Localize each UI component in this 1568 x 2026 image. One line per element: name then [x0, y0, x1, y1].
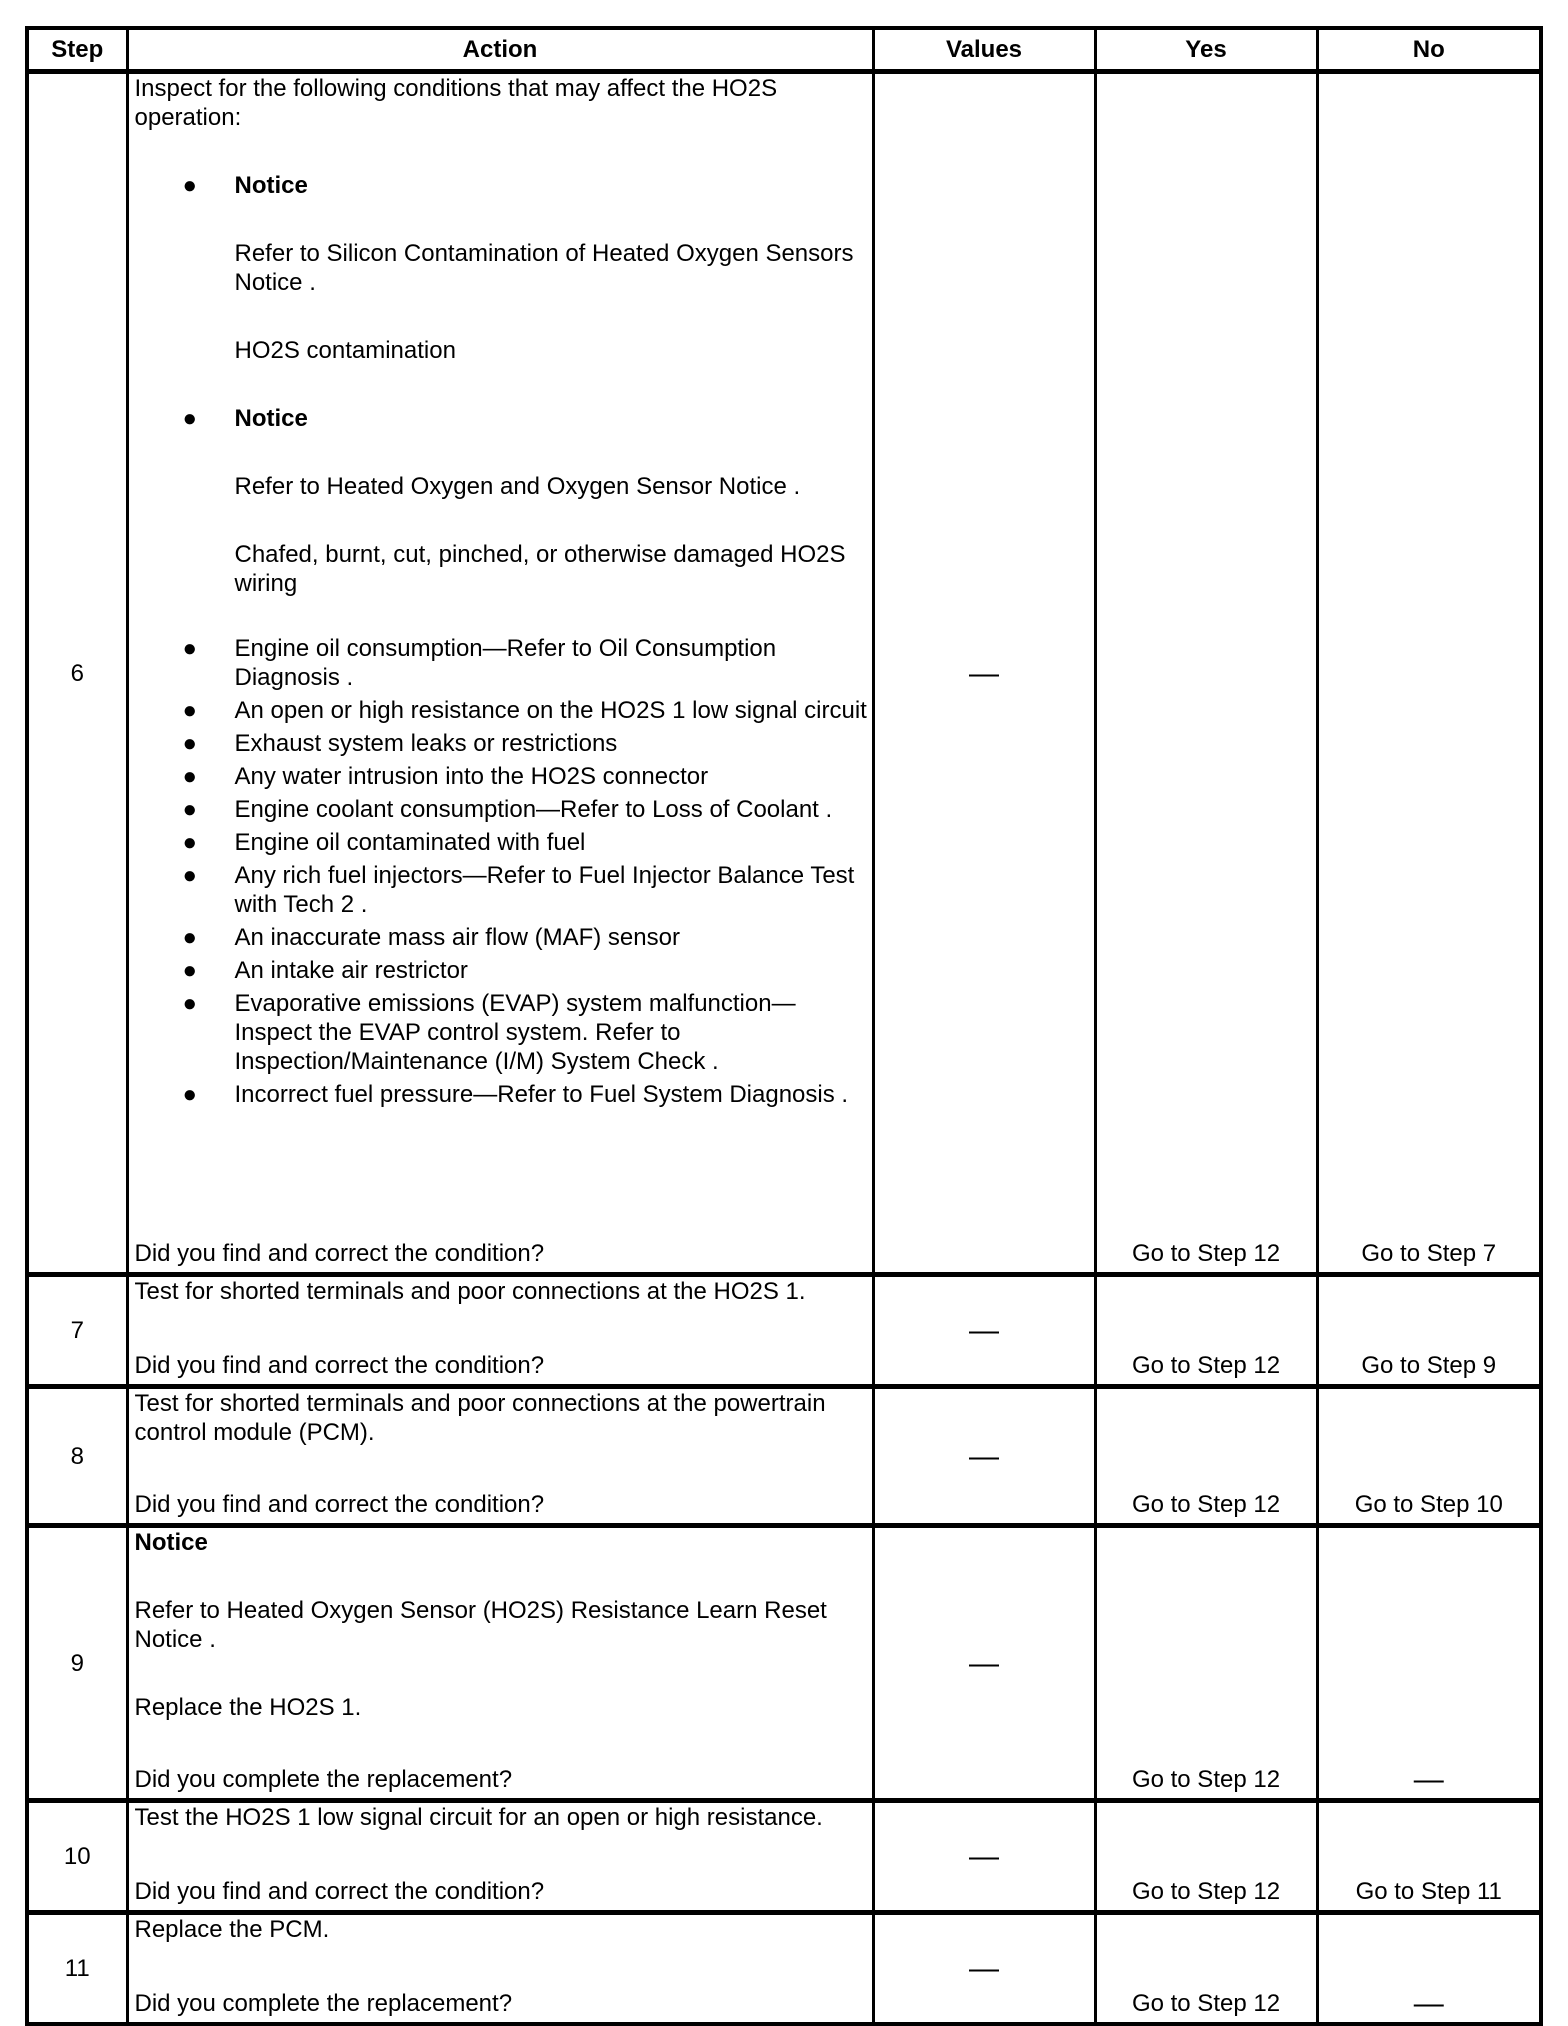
values-cell: —: [873, 1801, 1095, 1913]
table-row: [27, 1387, 1541, 1526]
bullet-icon: ●: [182, 1081, 197, 1108]
no-link[interactable]: Go to Step 10: [1317, 1387, 1541, 1526]
action-text: Test for shorted terminals and poor connections at the powertrain control module (PCM).: [134, 1390, 826, 1446]
condition-text: Engine oil consumption—Refer to Oil Consumption Diagnosis .: [234, 635, 777, 691]
header-no: No: [1317, 28, 1541, 72]
table-row: [27, 1913, 1541, 2025]
yes-link[interactable]: Go to Step 12: [1095, 1387, 1317, 1526]
condition-text: An intake air restrictor: [234, 957, 468, 984]
step-number: 8: [27, 1387, 127, 1526]
bullet-icon: ●: [182, 957, 197, 984]
header-action: Action: [127, 28, 873, 72]
no-link: —: [1317, 1526, 1541, 1801]
no-link[interactable]: Go to Step 7: [1317, 72, 1541, 1275]
list-item: [182, 828, 868, 857]
condition-list: [135, 634, 868, 1113]
header-row: [27, 28, 1541, 72]
values-cell: —: [873, 1275, 1095, 1387]
list-item: [182, 923, 868, 952]
condition-text: Any water intrusion into the HO2S connector: [234, 763, 709, 790]
bullet-icon: ●: [182, 635, 197, 662]
yes-link[interactable]: Go to Step 12: [1095, 1913, 1317, 2025]
no-link[interactable]: Go to Step 11: [1317, 1801, 1541, 1913]
action-text: Test the HO2S 1 low signal circuit for an open or high resistance.: [134, 1804, 823, 1831]
action-cell: [127, 1275, 873, 1387]
action-text: Test for shorted terminals and poor connections at the HO2S 1.: [134, 1278, 806, 1305]
condition-text: An open or high resistance on the HO2S 1 low signal circuit: [234, 697, 867, 724]
action-cell: [127, 1913, 873, 2025]
step-number: 6: [27, 72, 127, 1275]
condition-text: Any rich fuel injectors—Refer to Fuel Injector Balance Test with Tech 2 .: [234, 862, 855, 918]
notice-item-text: HO2S contamination: [234, 337, 456, 364]
list-item: [182, 696, 868, 725]
table-row: [27, 1801, 1541, 1913]
notice-item-text: Chafed, burnt, cut, pinched, or otherwise damaged HO2S wiring: [234, 541, 846, 597]
condition-text: Incorrect fuel pressure—Refer to Fuel System Diagnosis .: [234, 1081, 849, 1108]
condition-text: Exhaust system leaks or restrictions: [234, 730, 618, 757]
action-question: Did you find and correct the condition?: [134, 1878, 545, 1905]
list-item: [182, 795, 868, 824]
header-yes: Yes: [1095, 28, 1317, 72]
condition-text: Engine coolant consumption—Refer to Loss of Coolant .: [234, 796, 833, 823]
action-question: Did you find and correct the condition?: [134, 1491, 545, 1518]
yes-link[interactable]: Go to Step 12: [1095, 1801, 1317, 1913]
notice-list: [135, 132, 868, 598]
diagnostic-table: [25, 26, 1543, 2026]
bullet-icon: ●: [182, 405, 197, 432]
action-cell: [127, 72, 873, 1275]
notice-text: Refer to Heated Oxygen and Oxygen Sensor Notice .: [234, 473, 801, 500]
bullet-icon: ●: [182, 697, 197, 724]
notice-text: Refer to Silicon Contamination of Heated Oxygen Sensors Notice .: [234, 240, 854, 296]
action-text: Replace the HO2S 1.: [134, 1694, 362, 1721]
step-number: 7: [27, 1275, 127, 1387]
step-number: 10: [27, 1801, 127, 1913]
table-row: [27, 1275, 1541, 1387]
table-row: [27, 72, 1541, 1275]
action-question: Did you complete the replacement?: [134, 1990, 513, 2017]
action-cell: [127, 1801, 873, 1913]
list-item: [182, 989, 868, 1076]
list-item: [182, 171, 868, 365]
step-number: 11: [27, 1913, 127, 2025]
action-question: Did you complete the replacement?: [134, 1766, 513, 1793]
bullet-icon: ●: [182, 990, 197, 1017]
step-number: 9: [27, 1526, 127, 1801]
list-item: [182, 1080, 868, 1109]
condition-text: An inaccurate mass air flow (MAF) sensor: [234, 924, 680, 951]
bullet-icon: ●: [182, 924, 197, 951]
condition-text: Evaporative emissions (EVAP) system malfunction—Inspect the EVAP control system. Refer to Inspection/Maintenance (I/M) System Check .: [234, 990, 796, 1075]
list-item: [182, 861, 868, 919]
header-values: Values: [873, 28, 1095, 72]
bullet-icon: ●: [182, 763, 197, 790]
no-link[interactable]: Go to Step 9: [1317, 1275, 1541, 1387]
notice-title: Notice: [234, 172, 308, 199]
action-cell: [127, 1526, 873, 1801]
bullet-icon: ●: [182, 862, 197, 889]
values-cell: —: [873, 1913, 1095, 2025]
yes-link[interactable]: Go to Step 12: [1095, 72, 1317, 1275]
yes-link[interactable]: Go to Step 12: [1095, 1275, 1317, 1387]
action-cell: [127, 1387, 873, 1526]
condition-text: Engine oil contaminated with fuel: [234, 829, 586, 856]
bullet-icon: ●: [182, 730, 197, 757]
notice-title: Notice: [234, 405, 308, 432]
action-question: Did you find and correct the condition?: [134, 1240, 545, 1267]
table-row: [27, 1526, 1541, 1801]
notice-title: Notice: [134, 1529, 208, 1556]
values-cell: —: [873, 1387, 1095, 1526]
bullet-icon: ●: [182, 172, 197, 199]
no-link: —: [1317, 1913, 1541, 2025]
list-item: [182, 762, 868, 791]
list-item: [182, 634, 868, 692]
values-cell: —: [873, 1526, 1095, 1801]
values-cell: —: [873, 72, 1095, 1275]
list-item: [182, 729, 868, 758]
action-text: Inspect for the following conditions that may affect the HO2S operation:: [134, 75, 778, 131]
bullet-icon: ●: [182, 829, 197, 856]
notice-text: Refer to Heated Oxygen Sensor (HO2S) Resistance Learn Reset Notice .: [134, 1597, 827, 1653]
bullet-icon: ●: [182, 796, 197, 823]
action-text: Replace the PCM.: [134, 1916, 330, 1943]
action-question: Did you find and correct the condition?: [134, 1352, 545, 1379]
list-item: [182, 404, 868, 598]
header-step: Step: [27, 28, 127, 72]
yes-link[interactable]: Go to Step 12: [1095, 1526, 1317, 1801]
list-item: [182, 956, 868, 985]
